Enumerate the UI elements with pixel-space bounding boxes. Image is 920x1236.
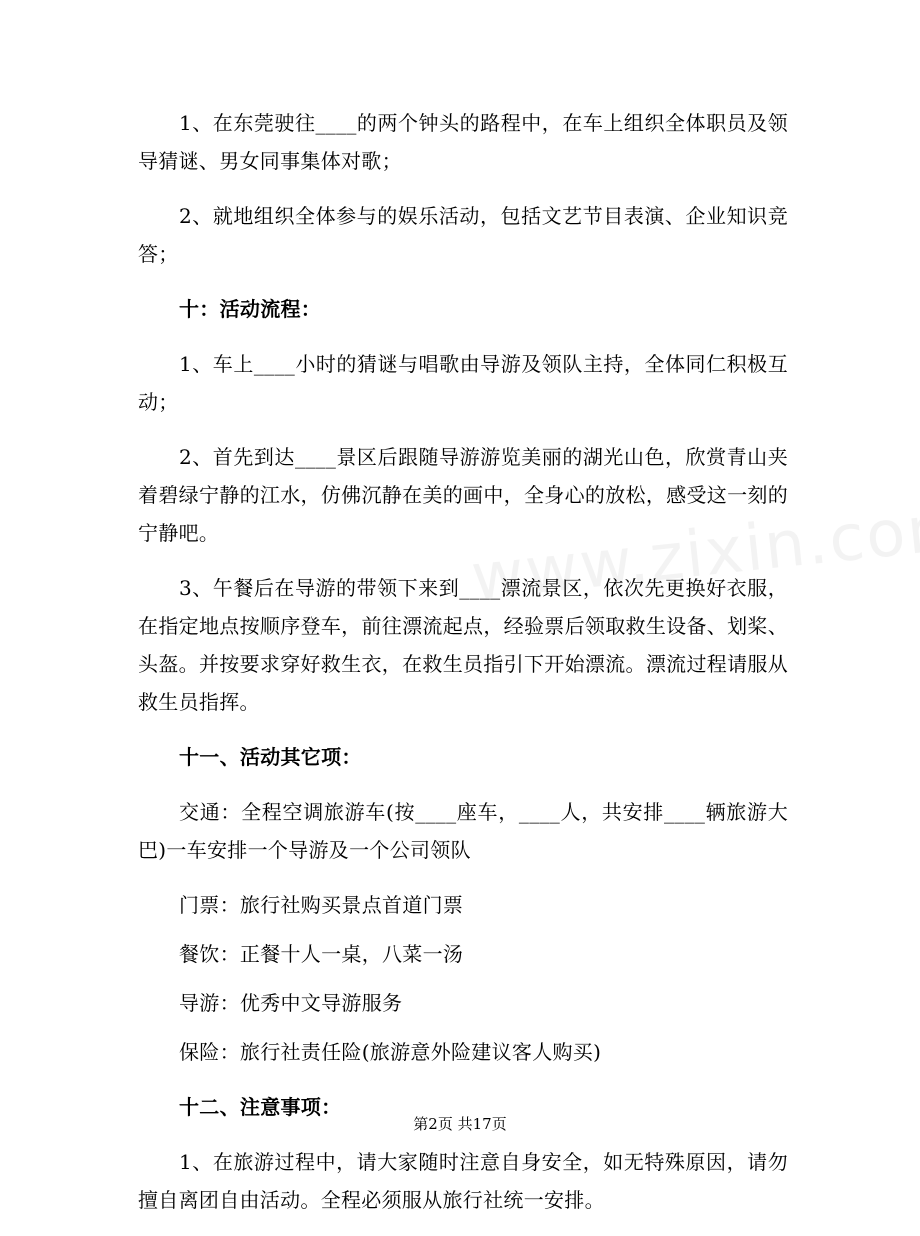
paragraph-transport-activities-2: 2、就地组织全体参与的娱乐活动，包括文艺节目表演、企业知识竞答； [138,204,788,266]
paragraph-tickets: 门票：旅行社购买景点首道门票 [179,893,464,917]
document-body [138,104,788,1236]
paragraph-flow-1: 1、车上____小时的猜谜与唱歌由导游及领队主持，全体同仁积极互动； [138,352,788,414]
section-heading-activity-flow: 十：活动流程： [179,297,322,321]
paragraph-transport-activities-1: 1、在东莞驶往____的两个钟头的路程中，在车上组织全体职员及领导猜谜、男女同事集体对歌； [138,111,788,173]
paragraph-flow-3: 3、午餐后在导游的带领下来到____漂流景区，依次先更换好衣服，在指定地点按顺序登车，前往漂流起点，经验票后领取救生设备、划桨、头盔。并按要求穿好救生衣，在救生员指引下开始漂流。漂流过程请服从救生员指挥。 [138,576,788,714]
paragraph-guide: 导游：优秀中文导游服务 [179,991,403,1015]
section-heading-other-items: 十一、活动其它项： [179,745,362,769]
paragraph-meals: 餐饮：正餐十人一桌，八菜一汤 [179,942,464,966]
paragraph-flow-2: 2、首先到达____景区后跟随导游游览美丽的湖光山色，欣赏青山夹着碧绿宁静的江水，仿佛沉静在美的画中，全身心的放松，感受这一刻的宁静吧。 [138,445,788,545]
paragraph-insurance: 保险：旅行社责任险(旅游意外险建议客人购买) [179,1040,602,1064]
page-footer: 第2页 共17页 [413,1115,507,1133]
paragraph-notes-1: 1、在旅游过程中，请大家随时注意自身安全，如无特殊原因，请勿擅自离团自由活动。全程必须服从旅行社统一安排。 [138,1150,788,1212]
section-heading-notes: 十二、注意事项： [179,1095,342,1119]
paragraph-transportation: 交通：全程空调旅游车(按____座车，____人，共安排____辆旅游大巴)一车安排一个导游及一个公司领队 [138,800,788,862]
